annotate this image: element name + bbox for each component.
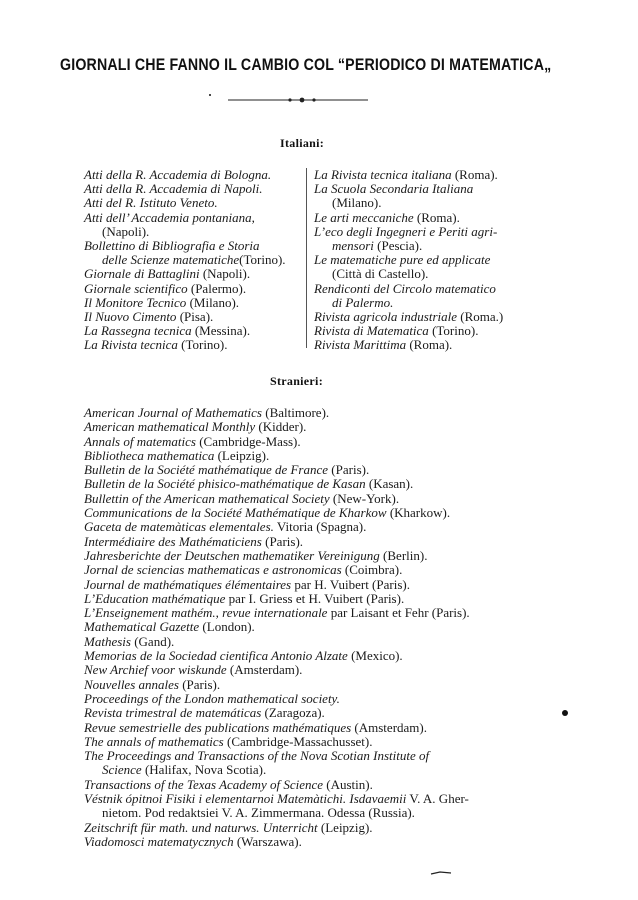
journal-title: La Rassegna tecnica	[84, 323, 192, 339]
journal-title: di Palermo.	[332, 294, 394, 310]
journal-entry	[314, 239, 534, 253]
journal-entry	[84, 821, 564, 835]
journal-entry	[84, 211, 306, 225]
journal-title: Journal de mathématiques élémentaires	[84, 576, 292, 592]
journal-entry	[84, 692, 564, 706]
journal-location: (Coimbra).	[341, 562, 403, 578]
journal-entry	[84, 282, 306, 296]
journal-location: (Amsterdam).	[226, 662, 303, 678]
journal-location: (Kasan).	[365, 476, 414, 492]
journal-location: (Paris).	[328, 462, 370, 478]
journal-title: mensori	[332, 238, 374, 254]
journal-entry	[84, 435, 564, 449]
journal-title: Mathematical Gazette	[84, 619, 200, 635]
journal-title: La Scuola Secondaria Italiana	[314, 181, 474, 197]
journal-location: (Città di Castello).	[332, 266, 429, 282]
ink-blot	[562, 710, 568, 716]
journal-title: Revue semestrielle des publications mathématiques	[84, 719, 352, 735]
section-heading-italiani: Italiani:	[280, 136, 325, 150]
journal-title: Rivista di Matematica	[314, 323, 429, 339]
journal-location: (Halifax, Nova Scotia).	[141, 762, 267, 778]
journal-location: (Roma.)	[457, 309, 504, 325]
journal-title: Le matematiche pure ed applicate	[314, 252, 491, 268]
journal-title: Communications de la Société Mathématique de Kharkow	[84, 505, 387, 521]
journal-location: (Roma).	[406, 337, 453, 353]
journal-title: The Proceedings and Transactions of the Nova Scotian Institute of	[84, 748, 430, 764]
journal-title: Jahresberichte der Deutschen mathematiker Vereinigung	[84, 547, 380, 563]
journal-entry	[84, 477, 564, 491]
journal-entry	[84, 406, 564, 420]
journal-title: Memorias de la Sociedad cientifica Antonio Alzate	[84, 648, 348, 664]
journal-entry	[84, 449, 564, 463]
journal-location: par I. Griess et H. Vuibert (Paris).	[225, 590, 405, 606]
journal-title: Gaceta de matemàticas elementales.	[84, 519, 274, 535]
journal-entry	[84, 606, 564, 620]
journal-entry	[84, 663, 564, 677]
journal-location: (Paris).	[178, 676, 221, 692]
journal-entry	[84, 182, 306, 196]
journal-entry	[84, 778, 564, 792]
journal-entry	[84, 678, 564, 692]
journal-title: American mathematical Monthly	[84, 419, 256, 435]
journal-entry	[84, 168, 306, 182]
journal-location: (Gand).	[130, 633, 175, 649]
journal-entry	[84, 492, 564, 506]
journal-entry	[84, 835, 564, 849]
journal-title: L’eco degli Ingegneri e Periti agri-	[314, 223, 498, 239]
journal-title: Giornale scientifico	[84, 280, 188, 296]
journal-location: (Cambridge-Mass).	[195, 433, 301, 449]
journal-entry	[314, 296, 534, 310]
journal-location: (London).	[199, 619, 255, 635]
italiani-left-column	[84, 168, 306, 353]
journal-entry	[84, 338, 306, 352]
journal-location: V. A. Gher-	[406, 791, 469, 807]
journal-entry	[84, 792, 564, 806]
journal-entry	[84, 549, 564, 563]
journal-entry	[314, 338, 534, 352]
journal-entry	[84, 506, 564, 520]
journal-title: Atti della R. Accademia di Bologna.	[84, 167, 272, 182]
journal-title: L’Enseignement mathém., revue internationale	[84, 605, 328, 621]
journal-title: Giornale di Battaglini	[84, 266, 200, 282]
journal-location: (Austin).	[323, 776, 373, 792]
journal-entry	[314, 282, 534, 296]
journal-entry	[84, 267, 306, 281]
column-divider	[306, 168, 307, 348]
journal-location: (Cambridge-Massachusset).	[223, 733, 373, 749]
journal-location: (Napoli).	[102, 223, 150, 239]
journal-entry	[84, 324, 306, 338]
journal-entry	[84, 735, 564, 749]
journal-title: Annals of matematics	[84, 433, 196, 449]
journal-entry	[84, 563, 564, 577]
journal-location: (Kidder).	[255, 419, 307, 435]
journal-title: Atti della R. Accademia di Napoli.	[84, 181, 263, 197]
stranieri-list	[84, 406, 564, 849]
speck-mark	[209, 94, 211, 96]
journal-location: (Messina).	[191, 323, 251, 339]
journal-location: (Berlin).	[379, 547, 428, 563]
italiani-right-column	[314, 168, 534, 353]
journal-title: Il Monitore Tecnico	[84, 294, 187, 310]
journal-entry	[84, 620, 564, 634]
page-title: GIORNALI CHE FANNO IL CAMBIO COL “PERIODICO DI MATEMATICA„	[60, 56, 552, 74]
journal-location: (Leipzig).	[214, 447, 270, 463]
journal-title: Rivista Marittima	[314, 337, 407, 353]
journal-location: (Paris).	[261, 533, 304, 549]
journal-entry	[84, 763, 564, 777]
journal-title: American Journal of Mathematics	[84, 405, 262, 420]
journal-title: Il Nuovo Cimento	[84, 309, 177, 325]
journal-location: (Pescia).	[373, 238, 423, 254]
journal-entry	[314, 211, 534, 225]
journal-location: (Baltimore).	[262, 405, 330, 420]
journal-location: (Milano).	[332, 195, 382, 211]
journal-location: (New-York).	[329, 490, 400, 506]
journal-location: (Torino).	[239, 252, 286, 268]
journal-entry	[84, 463, 564, 477]
journal-location: (Mexico).	[347, 648, 403, 664]
journal-entry	[84, 253, 306, 267]
journal-location: (Leipzig).	[317, 819, 373, 835]
journal-title: Bulletin de la Société phisico-mathématique de Kasan	[84, 476, 366, 492]
journal-title: Bulletin de la Société mathématique de France	[84, 462, 329, 478]
ornament-rule	[228, 96, 368, 104]
journal-entry	[84, 535, 564, 549]
section-heading-stranieri: Stranieri:	[270, 374, 323, 388]
journal-location: (Roma).	[413, 209, 460, 225]
journal-entry	[84, 578, 564, 592]
journal-location: (Milano).	[186, 294, 240, 310]
journal-entry	[84, 706, 564, 720]
journal-location: (Roma).	[451, 167, 498, 182]
journal-title: Zeitschrift für math. und naturws. Unterricht	[84, 819, 318, 835]
journal-title: Le arti meccaniche	[314, 209, 414, 225]
journal-title: Mathesis	[84, 633, 131, 649]
journal-entry	[84, 310, 306, 324]
journal-location: (Amsterdam).	[351, 719, 427, 735]
journal-location: (Napoli).	[199, 266, 251, 282]
journal-title: Intermédiaire des Mathématiciens	[84, 533, 262, 549]
journal-location: (Warszawa).	[233, 833, 302, 849]
journal-location: (Pisa).	[176, 309, 214, 325]
journal-entry	[84, 721, 564, 735]
journal-location: (Torino).	[428, 323, 479, 339]
journal-entry	[84, 592, 564, 606]
journal-title: Proceedings of the London mathematical society.	[84, 690, 340, 706]
journal-location: nietom. Pod redaktsiei V. A. Zimmermana. Odessa (Russia).	[102, 805, 415, 821]
journal-entry	[314, 253, 534, 267]
journal-location: (Kharkow).	[386, 505, 451, 521]
journal-title: Science	[102, 762, 142, 778]
journal-title: Rendiconti del Circolo matematico	[314, 280, 496, 296]
journal-entry	[314, 168, 534, 182]
journal-entry	[84, 225, 306, 239]
journal-title: Atti del R. Istituto Veneto.	[84, 195, 218, 211]
journal-title: La Rivista tecnica italiana	[314, 167, 452, 182]
journal-title: Bollettino di Bibliografia e Storia	[84, 238, 260, 254]
journal-title: Véstnik ópitnoi Fisiki i elementarnoi Matemàtichi. Isdavaemii	[84, 791, 407, 807]
journal-entry	[84, 806, 564, 820]
journal-entry	[84, 420, 564, 434]
journal-title: The annals of mathematics	[84, 733, 224, 749]
journal-location: Vitoria (Spagna).	[273, 519, 367, 535]
journal-entry	[84, 196, 306, 210]
journal-title: La Rivista tecnica	[84, 337, 178, 353]
journal-entry	[84, 649, 564, 663]
journal-location: (Zaragoza).	[261, 705, 325, 721]
journal-title: delle Scienze matematiche	[102, 252, 240, 268]
journal-entry	[84, 749, 564, 763]
journal-title: Bibliotheca mathematica	[84, 447, 215, 463]
journal-location: par Laisant et Fehr (Paris).	[327, 605, 470, 621]
journal-location: (Torino).	[177, 337, 228, 353]
journal-title: Viadomosci matematycznych	[84, 833, 234, 849]
journal-entry	[314, 182, 534, 196]
journal-entry	[84, 239, 306, 253]
journal-entry	[84, 296, 306, 310]
journal-title: L’Education mathématique	[84, 590, 226, 606]
journal-entry	[84, 635, 564, 649]
journal-title: Jornal de sciencias mathematicas e astronomicas	[84, 562, 342, 578]
journal-entry	[314, 310, 534, 324]
journal-entry	[314, 324, 534, 338]
journal-title: Atti dell’ Accademia pontaniana,	[84, 209, 255, 225]
journal-entry	[314, 267, 534, 281]
journal-title: Transactions of the Texas Academy of Science	[84, 776, 324, 792]
ink-mark	[430, 870, 452, 876]
journal-title: Bullettin of the American mathematical Society	[84, 490, 330, 506]
journal-title: Revista trimestral de matemáticas	[84, 705, 262, 721]
journal-entry	[84, 520, 564, 534]
journal-entry	[314, 225, 534, 239]
journal-location: (Palermo).	[187, 280, 247, 296]
journal-title: Rivista agricola industriale	[314, 309, 457, 325]
journal-entry	[314, 196, 534, 210]
journal-title: New Archief voor wiskunde	[84, 662, 227, 678]
journal-location: par H. Vuibert (Paris).	[291, 576, 410, 592]
journal-title: Nouvelles annales	[84, 676, 179, 692]
